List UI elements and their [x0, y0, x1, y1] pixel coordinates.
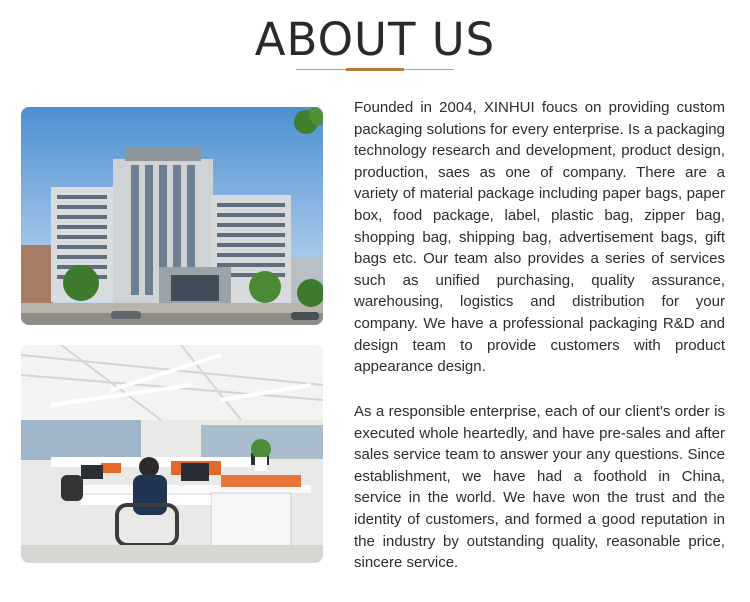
building-photo — [21, 107, 323, 325]
title-divider-accent — [346, 68, 404, 71]
intro-paragraph: Founded in 2004, XINHUI foucs on providing custom packaging solutions for every enterprise. Is a packaging technology research and development, product design, production, saes as one of company. There are a variety of material package including paper bags, paper box, food package, label, plastic bag, zipper bag, shopping bag, shipping bag, advertisement bags, gift bags etc. Our team also provides a series of services such as unified purchasing, quality assurance, warehousing, logistics and distribution for your company. We have a professional packaging R&D and design team to provide customers with product appearance design. — [354, 99, 725, 376]
page-title: ABOUT US — [254, 13, 496, 66]
office-photo — [21, 345, 323, 563]
commitment-paragraph: As a responsible enterprise, each of our client's order is executed whole heartedly, and have pre-sales and after sales service team to answer your any questions. Since establishment, we have had a foothold in China, service in the world. We have won the trust and the identity of customers, and formed a good reputation in the industry by outstanding quality, reasonable price, sincere service. — [354, 403, 725, 572]
